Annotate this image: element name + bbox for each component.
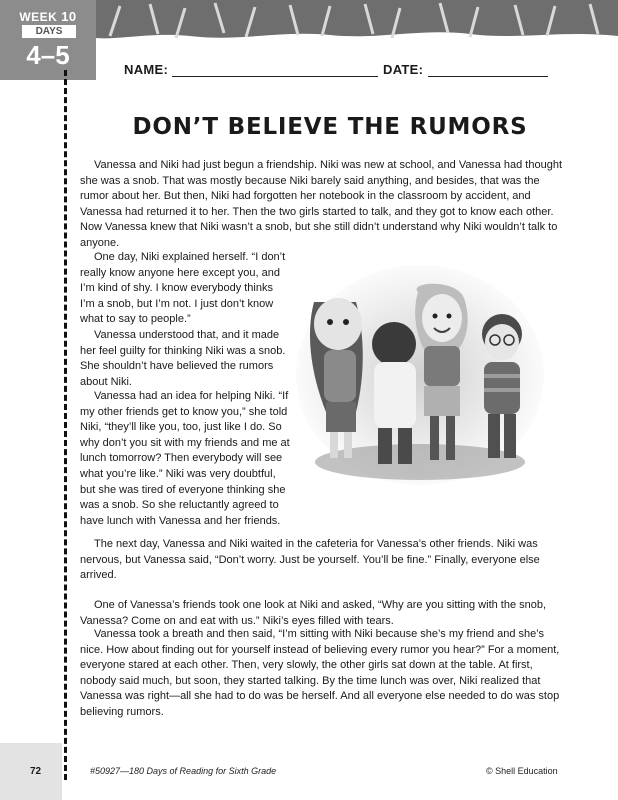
- story-paragraph-7: Vanessa took a breath and then said, “I’m sitting with Niki because she’s my friend and she’s nice. How about finding out for yourself instead of believing every rumor you hear?” For a moment, everyone stared at each other. Then, very slowly, the other girls sat down at the table. At first, nobody said much, but soon, they started talking. By the time lunch was over, Niki realized that Vanessa was right—all she had to do was be herself. And all everyone else needed to do was stop believing rumors.: [80, 628, 560, 718]
- name-field[interactable]: [172, 76, 378, 77]
- story-paragraph-1: Vanessa and Niki had just begun a friendship. Niki was new at school, and Vanessa had thought she was a snob. That was mostly because Niki barely said anything, and besides, that was the rumor about her. But then, Niki had forgotten her notebook in the classroom by accident, and Vanessa had returned it to her. Then the two girls started to talk, and they got to know each other. Now Vanessa knew that Niki wasn’t a snob, but she still didn’t understand why Niki wouldn’t talk to anyone.: [80, 159, 562, 249]
- week-days-badge: [0, 0, 96, 80]
- kids-circle-illustration: [296, 262, 544, 488]
- week-word: WEEK: [19, 10, 58, 24]
- week-label: [0, 9, 96, 24]
- date-label: DATE:: [383, 62, 424, 77]
- week-number: 10: [61, 9, 77, 24]
- story-paragraph-2: One day, Niki explained herself. “I don’t really know anyone here except you, and I’m kind of shy. I know everybody thinks I’m a snob, but I’m not. I just don’t know what to say to people.”: [80, 251, 286, 326]
- story-paragraph-5: The next day, Vanessa and Niki waited in the cafeteria for Vanessa’s other friends. Niki was nervous, but Vanessa said, “Don’t worry. Just be yourself. You’ll be fine.” Finally, everyone else arrived.: [80, 538, 540, 582]
- days-label: DAYS: [22, 25, 76, 38]
- story-paragraph-4: Vanessa had an idea for helping Niki. “If my other friends get to know you,” she told Niki, “they’ll like you, too, just like I do. So why don’t you sit with my friends and me at lunch tomorrow? Then everybody will see what you’re like.” Niki was very doubtful, but she was tired of everyone thinking she was a snob. So she reluctantly agreed to have lunch with Vanessa and her friends.: [80, 390, 290, 527]
- product-citation: #50927—180 Days of Reading for Sixth Grade: [90, 766, 277, 776]
- page-number: 72: [30, 766, 42, 777]
- story-title: DON’T BELIEVE THE RUMORS: [132, 114, 528, 140]
- story-paragraph-3: Vanessa understood that, and it made her feel guilty for thinking Niki was a snob. She shouldn’t have believed the rumors about Niki.: [80, 329, 286, 388]
- story-paragraph-6: One of Vanessa’s friends took one look at Niki and asked, “Why are you sitting with the snob, Vanessa? Come on and eat with us.” Niki’s eyes filled with tears.: [80, 599, 547, 627]
- days-range: 4–5: [26, 40, 70, 70]
- publisher-credit: © Shell Education: [486, 766, 558, 776]
- name-label: NAME:: [124, 62, 169, 77]
- date-field[interactable]: [428, 76, 548, 77]
- left-dashed-rule: [64, 70, 67, 780]
